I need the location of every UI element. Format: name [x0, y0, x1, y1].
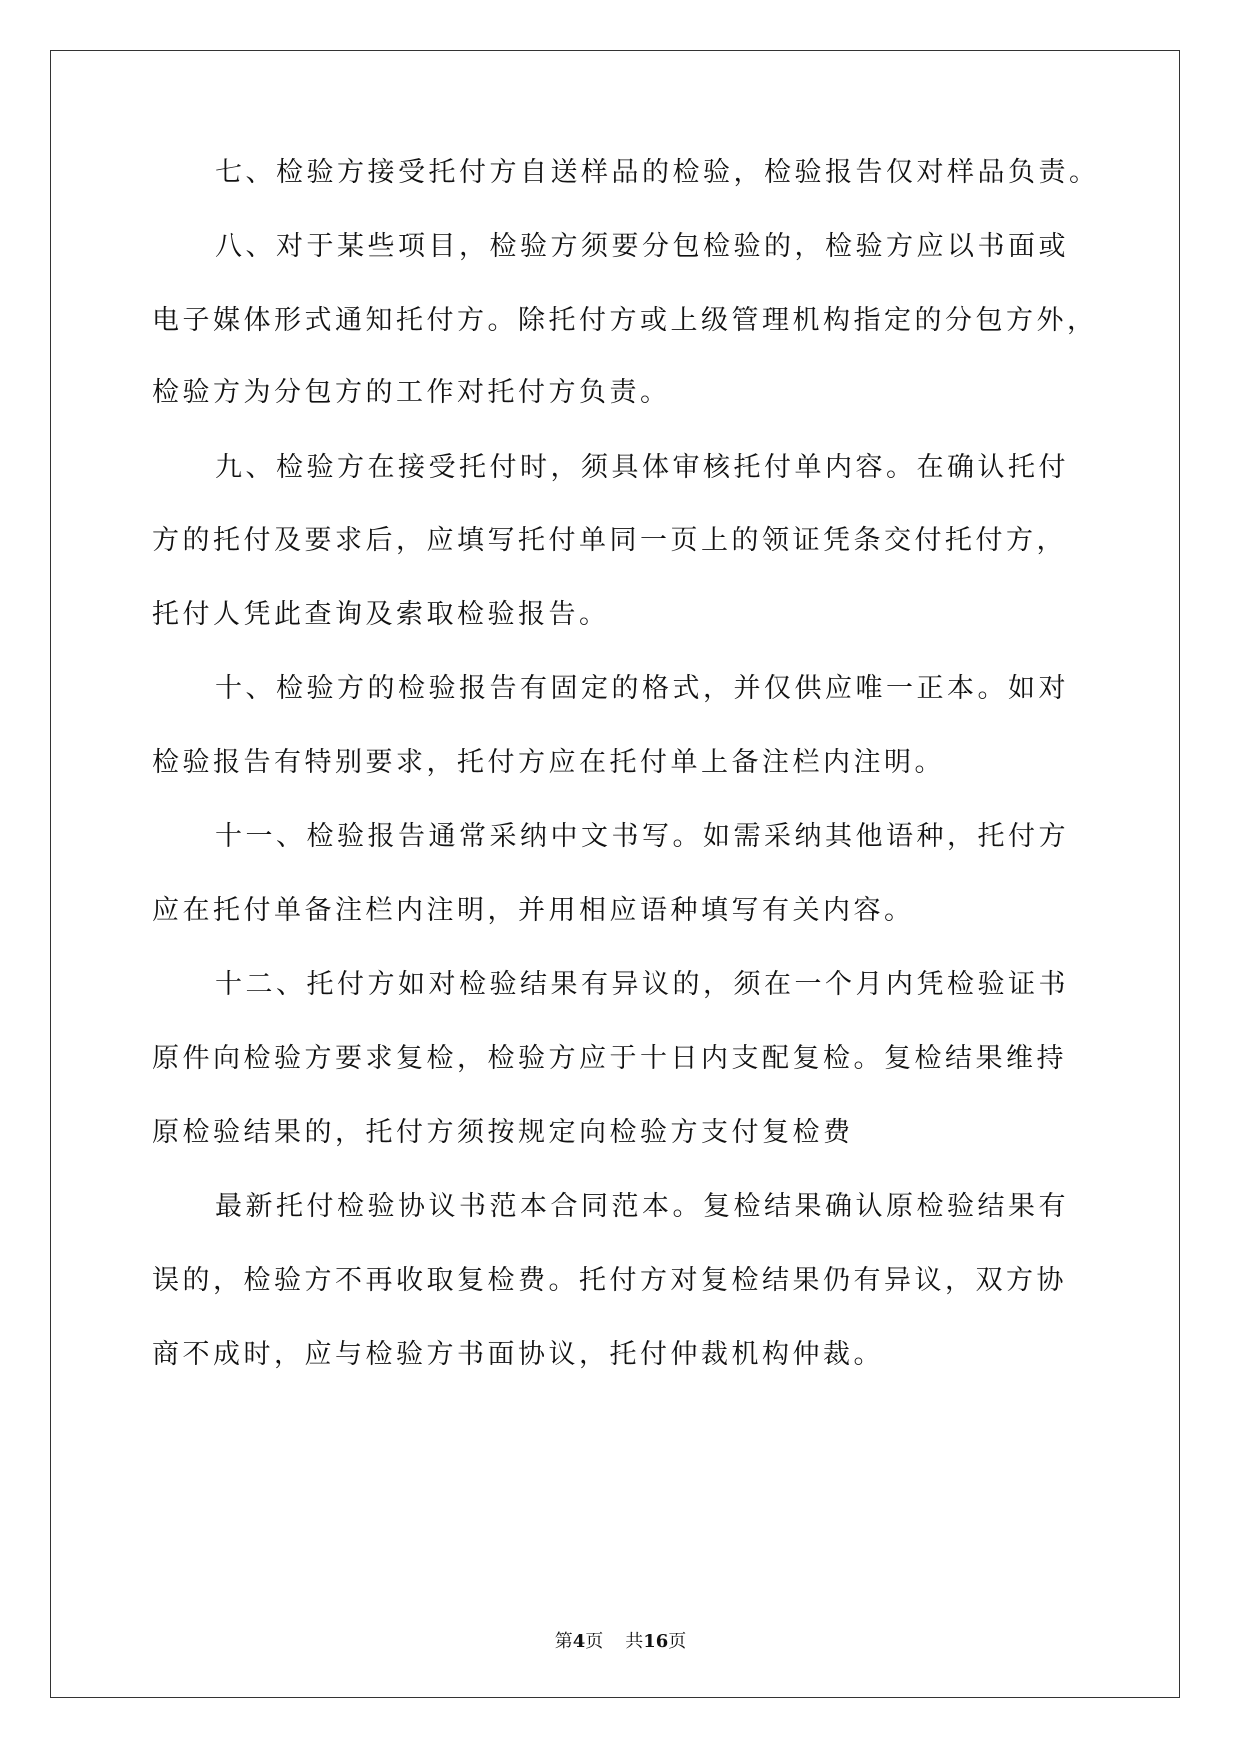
paragraph-line: 原件向检验方要求复检，检验方应于十日内支配复检。复检结果维持 — [152, 1043, 1067, 1074]
paragraph-line: 检验方为分包方的工作对托付方负责。 — [152, 377, 671, 408]
total-suffix: 页 — [668, 1631, 687, 1652]
page-footer — [0, 1627, 1241, 1653]
paragraph-line: 误的，检验方不再收取复检费。托付方对复检结果仍有异议，双方协 — [152, 1265, 1067, 1296]
page-prefix: 第 — [554, 1631, 573, 1652]
paragraph-line: 七、检验方接受托付方自送样品的检验，检验报告仅对样品负责。 — [215, 157, 1100, 188]
total-pages: 16 — [643, 1631, 669, 1652]
paragraph-line: 八、对于某些项目，检验方须要分包检验的，检验方应以书面或 — [215, 231, 1069, 262]
page-border — [50, 50, 1180, 1698]
paragraph-line: 电子媒体形式通知托付方。除托付方或上级管理机构指定的分包方外， — [152, 305, 1098, 336]
page-suffix: 页 — [585, 1631, 604, 1652]
paragraph-line: 九、检验方在接受托付时，须具体审核托付单内容。在确认托付 — [215, 452, 1069, 483]
total-prefix: 共 — [625, 1631, 644, 1652]
paragraph-line: 方的托付及要求后，应填写托付单同一页上的领证凭条交付托付方， — [152, 525, 1067, 556]
paragraph-line: 商不成时，应与检验方书面协议，托付仲裁机构仲裁。 — [152, 1339, 884, 1370]
paragraph-line: 十一、检验报告通常采纳中文书写。如需采纳其他语种，托付方 — [215, 821, 1069, 852]
page-number: 4 — [572, 1631, 586, 1652]
paragraph-line: 十二、托付方如对检验结果有异议的，须在一个月内凭检验证书 — [215, 969, 1069, 1000]
paragraph-line: 应在托付单备注栏内注明，并用相应语种填写有关内容。 — [152, 895, 915, 926]
paragraph-line: 最新托付检验协议书范本合同范本。复检结果确认原检验结果有 — [215, 1191, 1069, 1222]
paragraph-line: 托付人凭此查询及索取检验报告。 — [152, 599, 610, 630]
paragraph-line: 检验报告有特别要求，托付方应在托付单上备注栏内注明。 — [152, 747, 945, 778]
paragraph-line: 十、检验方的检验报告有固定的格式，并仅供应唯一正本。如对 — [215, 673, 1069, 704]
paragraph-line: 原检验结果的，托付方须按规定向检验方支付复检费 — [152, 1117, 854, 1148]
